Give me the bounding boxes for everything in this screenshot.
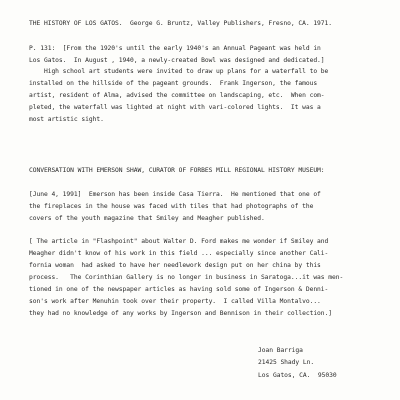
paragraph-line: Los Gatos. In August , 1940, a newly-created Bowl was designed and dedicated.] xyxy=(29,57,325,64)
paragraph-line: fornia woman had asked to have her needlework design put on her china by this xyxy=(29,262,321,269)
paragraph-line: they had no knowledge of any works by Ingerson and Bennison in their collection.] xyxy=(29,310,333,317)
paragraph-line: son's work after Menuhin took over their property. I called Villa Montalvo... xyxy=(29,298,321,305)
paragraph-line: Meagher didn't know of his work in this field ... especially since another Cali- xyxy=(29,250,329,257)
paragraph-line: [ The article in "Flashpoint" about Walter D. Ford makes me wonder if Smiley and xyxy=(29,238,329,245)
paragraph-line: tioned in one of the newspaper articles as having sold some of Ingerson & Denni- xyxy=(29,286,329,293)
paragraph-line: High school art students were invited to draw up plans for a waterfall to be xyxy=(29,68,329,75)
paragraph-line: most artistic sight. xyxy=(29,116,104,123)
paragraph-line: pleted, the waterfall was lighted at night with vari-colored lights. It was a xyxy=(29,104,321,111)
section-heading: CONVERSATION WITH EMERSON SHAW, CURATOR OF FORBES MILL REGIONAL HISTORY MUSEUM: xyxy=(29,167,325,174)
signature-city: Los Gatos, CA. 95030 xyxy=(258,372,337,379)
paragraph-line: [June 4, 1991] Emerson has been inside Casa Tierra. He mentioned that one of xyxy=(29,191,321,198)
paragraph-line: P. 131: [From the 1920's until the early 1940's an Annual Pageant was held in xyxy=(29,45,321,52)
citation: THE HISTORY OF LOS GATOS. George G. Bruntz, Valley Publishers, Fresno, CA. 1971. xyxy=(29,20,333,27)
paragraph-line: process. The Corinthian Gallery is no longer in business in Saratoga...it was men- xyxy=(29,274,344,281)
paragraph-line: the fireplaces in the house was faced with tiles that had photographs of the xyxy=(29,203,314,210)
paragraph-line: covers of the youth magazine that Smiley and Meagher published. xyxy=(29,215,265,222)
paragraph-line: artist, resident of Alma, advised the committee on landscaping, etc. When com- xyxy=(29,92,325,99)
paragraph-line: installed on the hillside of the pageant grounds. Frank Ingerson, the famous xyxy=(29,80,318,87)
signature-name: Joan Barriga xyxy=(258,347,303,354)
signature-street: 21425 Shady Ln. xyxy=(258,359,315,366)
